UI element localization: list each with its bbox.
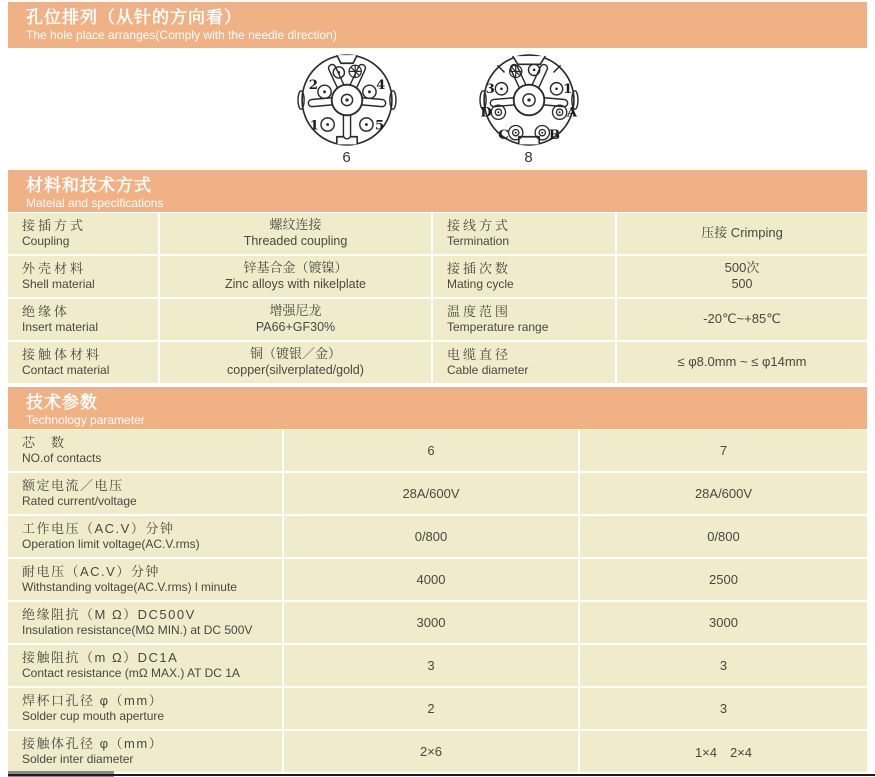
ground-icon	[509, 65, 521, 77]
materials-value-contact-material: 铜（镀银／金） copper(silverplated/gold)	[160, 342, 431, 383]
label-zh: 绝缘体	[22, 303, 71, 319]
right-nick	[553, 65, 560, 72]
tech-value-rated-1: 28A/600V	[284, 473, 578, 514]
tech-label-withstanding-voltage: 耐电压（AC.V）分钟 Withstanding voltage(AC.V.rms) l minute	[8, 559, 282, 600]
label-zh: 接线方式	[447, 217, 512, 233]
pin-B-contact	[535, 126, 549, 140]
diagram-6-caption: 6	[342, 149, 351, 166]
materials-value-temperature-range: -20℃~+85℃	[617, 299, 867, 340]
materials-label-temperature-range	[433, 299, 615, 340]
pin-1-contact	[550, 83, 562, 95]
tech-label-contact-resistance: 接触阻抗（m Ω）DC1A Contact resistance (mΩ MAX.) AT DC 1A	[8, 645, 282, 686]
label-en: Termination	[447, 234, 510, 249]
top-keyway-notch	[512, 56, 545, 64]
label-zh: 温度范围	[447, 303, 512, 319]
materials-value-mating-cycle: 500次 500	[617, 256, 867, 297]
materials-label-coupling	[8, 213, 158, 254]
pin-1-label: 1	[562, 81, 572, 97]
connector-6pin-drawing	[285, 51, 409, 149]
label-zh: 接插次数	[447, 260, 512, 276]
materials-value-cable-diameter: ≤ φ8.0mm ~ ≤ φ14mm	[617, 342, 867, 383]
tech-value-rated-2: 28A/600V	[580, 473, 867, 514]
pin-A-contact	[552, 105, 566, 119]
pin-4-label: 4	[375, 77, 385, 93]
materials-label-contact-material	[8, 342, 158, 383]
materials-table	[8, 213, 867, 383]
section-header-technology-parameter	[8, 387, 867, 429]
tech-value-contact-resistance-2: 3	[580, 645, 867, 686]
tech-value-operation-2: 0/800	[580, 516, 867, 557]
tech-parameter-table	[8, 430, 867, 772]
connector-diagram-8pin	[467, 51, 591, 170]
tech-label-solder-cup-aperture: 焊杯口孔径 φ（mm） Solder cup mouth aperture	[8, 688, 282, 729]
pin-4-contact	[362, 85, 375, 98]
tech-value-inter-diameter-2: 1×4 2×4	[580, 731, 867, 772]
tech-label-no-of-contacts: 芯 数 NO.of contacts	[8, 430, 282, 471]
materials-label-insert-material	[8, 299, 158, 340]
pin-3-label: 3	[485, 81, 495, 97]
pin-D-label: D	[479, 105, 492, 121]
tech-value-contact-resistance-1: 3	[284, 645, 578, 686]
pin-1-label: 1	[309, 118, 319, 134]
section2-title-zh: 材料和技术方式	[26, 176, 152, 195]
label-zh: 接插方式	[22, 217, 87, 233]
datasheet-page	[0, 2, 875, 777]
tech-value-insulation-2: 3000	[580, 602, 867, 643]
left-nick	[497, 65, 504, 72]
materials-label-termination	[433, 213, 615, 254]
label-en: Coupling	[22, 234, 70, 249]
label-zh: 电缆直径	[447, 346, 512, 362]
tech-value-withstanding-1: 4000	[284, 559, 578, 600]
tech-label-rated-current-voltage: 额定电流／电压 Rated current/voltage	[8, 473, 282, 514]
materials-label-shell-material	[8, 256, 158, 297]
tech-value-contacts-7: 7	[580, 430, 867, 471]
connector-diagrams	[8, 48, 867, 170]
materials-label-cable-diameter	[433, 342, 615, 383]
label-zh: 外壳材料	[22, 260, 87, 276]
tech-value-inter-diameter-1: 2×6	[284, 731, 578, 772]
pin-A-label: A	[566, 105, 577, 121]
label-en: Mating cycle	[447, 277, 514, 292]
diagram-8-caption: 8	[524, 149, 533, 166]
top-keyway-notch	[336, 55, 356, 63]
tech-value-contacts-6: 6	[284, 430, 578, 471]
section1-title-zh: 孔位排列（从针的方向看）	[26, 8, 242, 27]
pin-D-contact	[491, 105, 505, 119]
pin-2-contact	[317, 85, 330, 98]
bottom-keyway-tab	[518, 137, 538, 145]
label-en: Insert material	[22, 320, 99, 335]
footer-rule	[8, 774, 875, 776]
tech-value-withstanding-2: 2500	[580, 559, 867, 600]
pin-1-contact	[320, 118, 333, 131]
section2-title-en: Mateial and specifications	[26, 196, 164, 211]
materials-value-coupling: 螺纹连接 Threaded coupling	[160, 213, 431, 254]
pin-2-label: 2	[308, 77, 318, 93]
pin-5-label: 5	[374, 118, 384, 134]
materials-value-insert-material: 增强尼龙 PA66+GF30%	[160, 299, 431, 340]
label-en: Contact material	[22, 363, 110, 378]
pin-C-contact	[508, 126, 522, 140]
materials-label-mating-cycle	[433, 256, 615, 297]
tech-value-solder-cup-2: 3	[580, 688, 867, 729]
pin-3-contact	[495, 83, 507, 95]
pin-C-label: C	[497, 127, 509, 143]
tech-value-solder-cup-1: 2	[284, 688, 578, 729]
tech-label-insulation-resistance: 绝缘阻抗（M Ω）DC500V Insulation resistance(MΩ MIN.) at DC 500V	[8, 602, 282, 643]
label-zh: 接触体材料	[22, 346, 103, 362]
materials-value-termination: 压接 Crimping	[617, 213, 867, 254]
label-en: Temperature range	[447, 320, 549, 335]
tech-value-operation-1: 0/800	[284, 516, 578, 557]
section3-title-zh: 技术参数	[26, 393, 98, 412]
tech-label-operation-limit-voltage: 工作电压（AC.V）分钟 Operation limit voltage(AC.V.rms)	[8, 516, 282, 557]
pin-5-contact	[359, 118, 372, 131]
section3-title-en: Technology parameter	[26, 413, 145, 428]
connector-8pin-drawing	[467, 51, 591, 149]
ground-icon	[349, 65, 361, 77]
top-contact	[528, 64, 539, 75]
tech-label-solder-inter-diameter: 接触体孔径 φ（mm） Solder inter diameter	[8, 731, 282, 772]
materials-value-shell-material: 锌基合金（镀镍） Zinc alloys with nikelplate	[160, 256, 431, 297]
connector-diagram-6pin	[285, 51, 409, 170]
section-header-materials	[8, 170, 867, 212]
section-header-hole-arrangement	[8, 2, 867, 48]
label-en: Cable diameter	[447, 363, 529, 378]
section1-title-en: The hole place arranges(Comply with the needle direction)	[26, 28, 337, 43]
label-en: Shell material	[22, 277, 95, 292]
pin-B-label: B	[548, 127, 560, 143]
tech-value-insulation-1: 3000	[284, 602, 578, 643]
